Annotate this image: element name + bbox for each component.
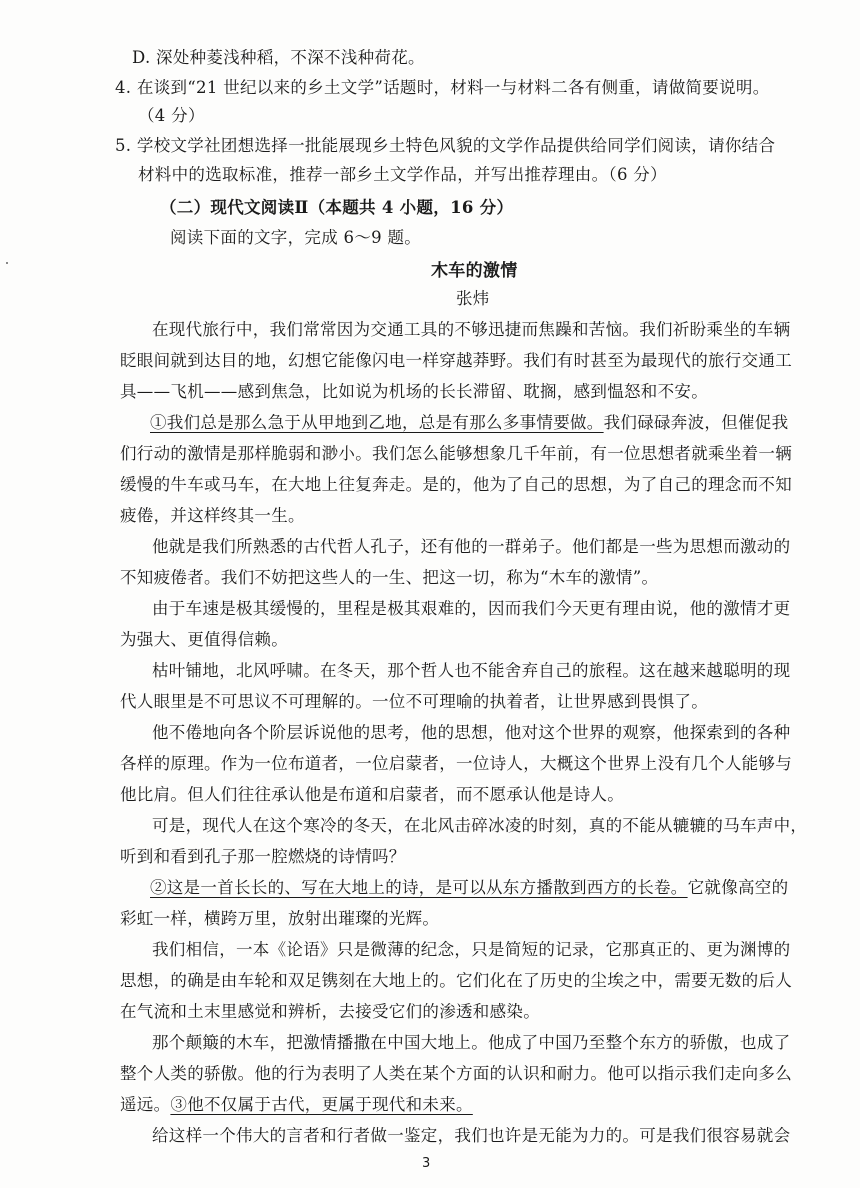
article-line: 枯叶铺地，北风呼啸。在冬天，那个哲人也不能舍弃自己的旅程。这在越来越聪明的现 — [152, 661, 791, 680]
article-line: 们行动的激情是那样脆弱和渺小。我们怎么能够想象几千年前，有一位思想者就乘坐着一辆 — [120, 444, 792, 463]
article-line: 由于车速是极其缓慢的，里程是极其艰难的，因而我们今天更有理由说，他的激情才更 — [152, 599, 791, 618]
article-line: 眨眼间就到达目的地，幻想它能像闪电一样穿越莽野。我们有时甚至为最现代的旅行交通工 — [120, 351, 792, 370]
section-heading: （二）现代文阅读Ⅱ（本题共 4 小题，16 分） — [160, 198, 514, 217]
underlined-sentence-2: ②这是一首长长的、写在大地上的诗，是可以从东方播散到西方的长卷。 — [150, 878, 688, 897]
article-line: 思想，的确是由车轮和双足镌刻在大地上的。它们化在了历史的尘埃之中，需要无数的后人 — [120, 971, 792, 990]
article-author: 张炜 — [456, 289, 490, 308]
question-4-line-2: （4 分） — [138, 106, 205, 125]
underlined-sentence-3: ③他不仅属于古代，更属于现代和未来。 — [170, 1095, 473, 1114]
article-line: 为强大、更值得信赖。 — [120, 630, 288, 649]
article-line-head: 遥远。 — [120, 1095, 171, 1114]
article-line: 不知疲倦者。我们不妨把这些人的一生、把这一切，称为“木车的激情”。 — [120, 568, 659, 587]
article-line: 疲倦，并这样终其一生。 — [120, 506, 305, 525]
article-line: 他不倦地向各个阶层诉说他的思考，他的思想，他对这个世界的观察，他探索到的各种 — [152, 723, 791, 742]
question-4-line-1: 4. 在谈到“21 世纪以来的乡土文学”话题时，材料一与材料二各有侧重，请做简要说明。 — [115, 78, 770, 97]
article-line: 整个人类的骄傲。他的行为表明了人类在某个方面的认识和耐力。他可以指示我们走向多么 — [120, 1064, 792, 1083]
option-d: D. 深处种菱浅种稻，不深不浅种荷花。 — [132, 48, 425, 67]
question-5-line-2: 材料中的选取标准，推荐一部乡土文学作品，并写出推荐理由。（6 分） — [138, 165, 667, 184]
article-line: 他比肩。但人们往往承认他是布道和启蒙者，而不愿承认他是诗人。 — [120, 785, 624, 804]
article-line: 在气流和土末里感觉和辨析，去接受它们的渗透和感染。 — [120, 1002, 540, 1021]
article-line: 他就是我们所熟悉的古代哲人孔子，还有他的一群弟子。他们都是一些为思想而激动的 — [152, 537, 791, 556]
article-line-with-underline — [150, 876, 788, 900]
section-instruction: 阅读下面的文字，完成 6～9 题。 — [170, 228, 422, 247]
article-line-with-underline — [150, 411, 788, 435]
article-line: 在现代旅行中，我们常常因为交通工具的不够迅捷而焦躁和苦恼。我们祈盼乘坐的车辆 — [152, 320, 791, 339]
article-line: 给这样一个伟大的言者和行者做一鉴定，我们也许是无能为力的。可是我们很容易就会 — [152, 1126, 791, 1145]
article-line: 可是，现代人在这个寒冷的冬天，在北风击碎冰凌的时刻，真的不能从辘辘的马车声中， — [152, 816, 808, 835]
article-line-with-underline — [120, 1093, 473, 1117]
article-line-tail: 我们碌碌奔波，但催促我 — [603, 413, 789, 432]
article-line: 各样的原理。作为一位布道者，一位启蒙者，一位诗人，大概这个世界上没有几个人能够与 — [120, 754, 792, 773]
article-title: 木车的激情 — [431, 261, 518, 281]
article-line: 代人眼里是不可思议不可理解的。一位不可理喻的执着者，让世界感到畏惧了。 — [120, 692, 708, 711]
article-line: 缓慢的牛车或马车，在大地上往复奔走。是的，他为了自己的思想，为了自己的理念而不知 — [120, 475, 792, 494]
article-line-tail: 它就像高空的 — [687, 878, 789, 897]
article-line: 听到和看到孔子那一腔燃烧的诗情吗？ — [120, 847, 406, 866]
article-line: 那个颠簸的木车，把激情播撒在中国大地上。他成了中国乃至整个东方的骄傲，也成了 — [152, 1033, 791, 1052]
article-line: 我们相信，一本《论语》只是微薄的纪念，只是简短的记录，它那真正的、更为渊博的 — [152, 940, 791, 959]
scan-speck — [6, 262, 8, 264]
underlined-sentence-1: ①我们总是那么急于从甲地到乙地，总是有那么多事情要做。 — [150, 413, 604, 432]
page-number: 3 — [422, 1156, 431, 1171]
article-line: 彩虹一样，横跨万里，放射出璀璨的光辉。 — [120, 909, 440, 928]
article-line: 具——飞机——感到焦急，比如说为机场的长长滞留、耽搁，感到愠怒和不安。 — [120, 382, 708, 401]
question-5-line-1: 5. 学校文学社团想选择一批能展现乡土特色风貌的文学作品提供给同学们阅读，请你结合 — [115, 136, 776, 155]
